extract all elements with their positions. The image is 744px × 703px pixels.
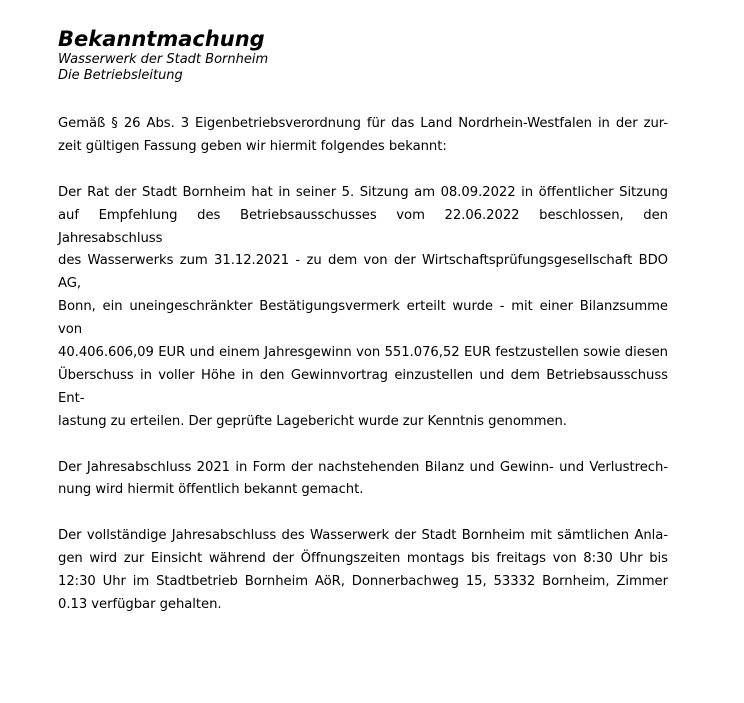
text-line: Überschuss in voller Höhe in den Gewinnvortrag einzustellen und dem Betriebsausschuss Ent-	[58, 367, 668, 406]
text-line: Der vollständige Jahresabschluss des Wasserwerk der Stadt Bornheim mit sämtlichen Anla-	[58, 528, 668, 544]
paragraph-legal-basis	[58, 113, 668, 159]
paragraph-publication	[58, 457, 668, 503]
text-line: Bonn, ein uneingeschränkter Bestätigungsvermerk erteilt wurde - mit einer Bilanzsumme von	[58, 299, 668, 338]
document-title: Bekanntmachung	[58, 27, 265, 51]
text-line: lastung zu erteilen. Der geprüfte Lagebericht wurde zur Kenntnis genommen.	[58, 413, 567, 429]
paragraph-council-decision	[58, 182, 668, 434]
text-line: Der Rat der Stadt Bornheim hat in seiner 5. Sitzung am 08.09.2022 in öffentlicher Sitzung	[58, 184, 668, 200]
announcement-document	[58, 26, 668, 640]
header-spacer	[58, 84, 668, 113]
text-line: zeit gültigen Fassung geben wir hiermit folgendes bekannt:	[58, 138, 447, 154]
text-line: auf Empfehlung des Betriebsausschusses vom 22.06.2022 beschlossen, den Jahresabschluss	[58, 207, 668, 246]
text-line: nung wird hiermit öffentlich bekannt gemacht.	[58, 482, 364, 498]
issuer-department: Die Betriebsleitung	[58, 68, 183, 83]
text-line: gen wird zur Einsicht während der Öffnungszeiten montags bis freitags von 8:30 Uhr bis	[58, 551, 668, 567]
issuer-name: Wasserwerk der Stadt Bornheim	[58, 52, 269, 67]
text-line: 12:30 Uhr im Stadtbetrieb Bornheim AöR, Donnerbachweg 15, 53332 Bornheim, Zimmer	[58, 574, 668, 590]
text-line: des Wasserwerks zum 31.12.2021 - zu dem von der Wirtschaftsprüfungsgesellschaft BDO AG,	[58, 253, 668, 292]
text-line: Gemäß § 26 Abs. 3 Eigenbetriebsverordnung für das Land Nordrhein-Westfalen in der zur-	[58, 116, 668, 131]
text-line: 40.406.606,09 EUR und einem Jahresgewinn von 551.076,52 EUR festzustellen sowie diesen	[58, 345, 668, 361]
paragraph-inspection	[58, 525, 668, 617]
text-line: 0.13 verfügbar gehalten.	[58, 596, 222, 612]
text-line: Der Jahresabschluss 2021 in Form der nachstehenden Bilanz und Gewinn- und Verlustrech-	[58, 459, 668, 475]
